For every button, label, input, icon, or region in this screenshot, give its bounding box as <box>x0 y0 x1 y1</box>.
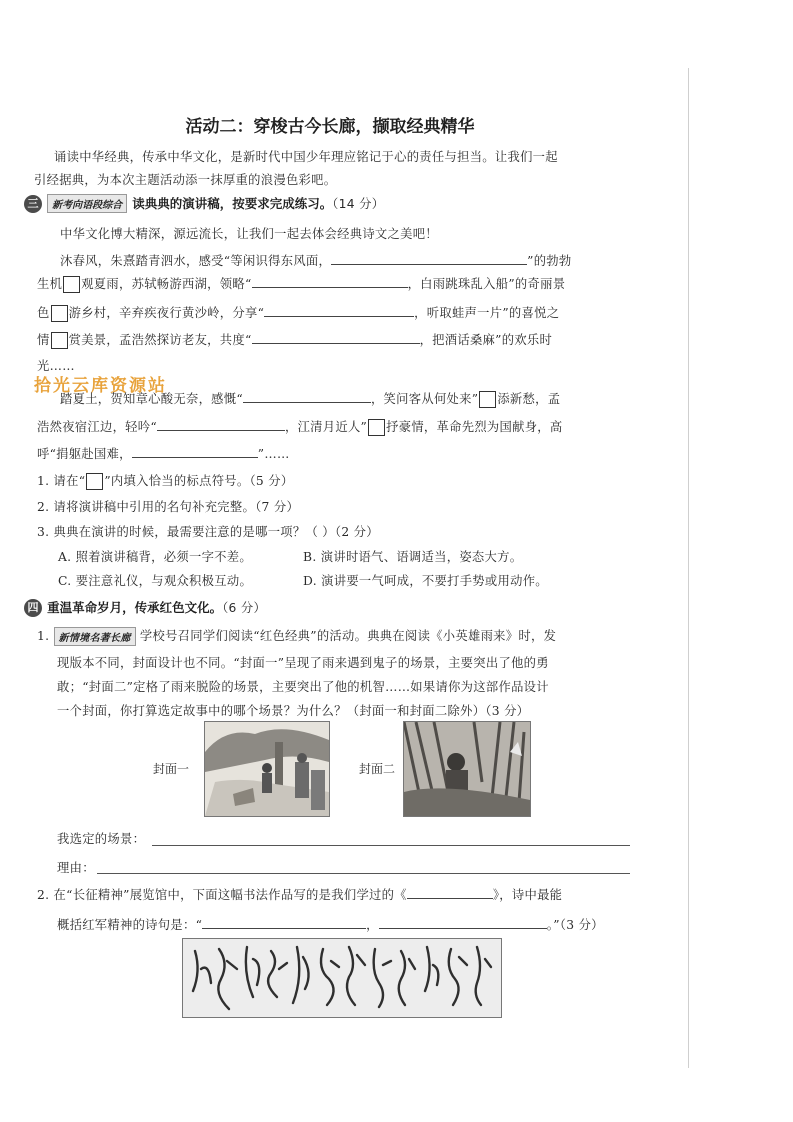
section4-q1-line-3: 敢；“封面二”定格了雨来脱险的场景，主要突出了他的机智……如果请你为这部作品设计 <box>57 680 549 694</box>
poem-line-blank-1[interactable] <box>202 917 366 929</box>
section4-q2-line-2: 概括红军精神的诗句是：“ ， 。”（3 分） <box>57 918 604 932</box>
option-a[interactable]: A. 照着演讲稿背，必须一字不差。 <box>58 550 252 564</box>
section4-heading-row <box>24 597 266 617</box>
reason-line[interactable] <box>97 873 630 874</box>
punct-box-5[interactable] <box>368 419 385 436</box>
poem-line-blank-2[interactable] <box>379 917 547 929</box>
watermark-text: 拾光云库资源站 <box>34 376 167 396</box>
section4-heading: 重温革命岁月，传承红色文化。 <box>47 600 223 615</box>
question-3-2: 2. 请将演讲稿中引用的名句补充完整。（7 分） <box>37 500 300 514</box>
speech-line-7: 踏夏土，贺知章心酸无奈，感慨“ ，笑问客从何处来” 添新愁，孟 <box>60 392 561 406</box>
intro-line-1: 诵读中华经典，传承中华文化，是新时代中国少年理应铭记于心的责任与担当。让我们一起 <box>54 150 558 164</box>
blank-7[interactable] <box>132 446 258 458</box>
section4-q1-line-1: 1. 新情境名著长廊 学校号召同学们阅读“红色经典”的活动。典典在阅读《小英雄雨来》时，发 <box>37 629 557 644</box>
section3-heading-row <box>24 193 384 213</box>
calligraphy-image <box>182 938 502 1018</box>
blank-4[interactable] <box>252 332 420 344</box>
blank-5[interactable] <box>243 391 371 403</box>
section4-score: （6 分） <box>222 601 267 615</box>
speech-line-8: 浩然夜宿江边，轻吟“ ，江清月近人” 抒豪情，革命先烈为国献身，高 <box>37 420 563 434</box>
question-3-3: 3. 典典在演讲的时候，最需要注意的是哪一项？（ ）（2 分） <box>37 525 379 539</box>
option-c[interactable]: C. 要注意礼仪，与观众积极互动。 <box>58 574 253 588</box>
punct-box-4[interactable] <box>479 391 496 408</box>
section4-q2-line-1: 2. 在“长征精神”展览馆中，下面这幅书法作品写的是我们学过的《 》，诗中最能 <box>37 888 563 902</box>
chosen-scene-line[interactable] <box>152 845 630 846</box>
punct-box-2[interactable] <box>51 305 68 322</box>
blank-1[interactable] <box>331 253 527 265</box>
section3-tag: 新考向语段综合 <box>47 194 127 213</box>
cover-1-illustration <box>204 721 330 817</box>
page-title: 活动二：穿梭古今长廊，撷取经典精华 <box>185 117 475 137</box>
speech-line-4: 色 游乡村，辛弃疾夜行黄沙岭，分享“ ，听取蛙声一片”的喜悦之 <box>37 306 560 320</box>
speech-line-6: 光…… <box>37 359 75 373</box>
option-b[interactable]: B. 演讲时语气、语调适当，姿态大方。 <box>303 550 523 564</box>
punct-box-3[interactable] <box>51 332 68 349</box>
question-3-1: 1. 请在“ ”内填入恰当的标点符号。（5 分） <box>37 474 294 488</box>
cover-2-label: 封面二 <box>359 762 396 776</box>
reason-label: 理由： <box>57 861 95 875</box>
chosen-scene-label: 我选定的场景： <box>57 832 146 846</box>
section3-heading: 读典典的演讲稿，按要求完成练习。 <box>132 196 333 211</box>
punct-box-1[interactable] <box>63 276 80 293</box>
speech-para-1: 中华文化博大精深，源远流长，让我们一起去体会经典诗文之美吧！ <box>60 227 438 241</box>
punct-box-example <box>86 473 103 490</box>
cover-1-label: 封面一 <box>153 762 190 776</box>
blank-3[interactable] <box>264 305 414 317</box>
blank-6[interactable] <box>157 419 285 431</box>
section4-q1-line-4: 一个封面，你打算选定故事中的哪个场景？为什么？（封面一和封面二除外）（3 分） <box>57 704 530 718</box>
section4-q1-line-2: 现版本不同，封面设计也不同。“封面一”呈现了雨来遇到鬼子的场景，主要突出了他的勇 <box>57 656 549 670</box>
section4-q1-tag: 新情境名著长廊 <box>54 627 136 646</box>
speech-line-9: 呼“捐躯赴国难， ”…… <box>37 447 290 461</box>
speech-line-2: 沐春风，朱熹踏青泗水，感受“等闲识得东风面， ”的勃勃 <box>60 254 572 268</box>
intro-line-2: 引经据典，为本次主题活动添一抹厚重的浪漫色彩吧。 <box>34 173 337 187</box>
blank-2[interactable] <box>252 276 408 288</box>
speech-line-5: 情 赏美景，孟浩然探访老友，共度“ ，把酒话桑麻”的欢乐时 <box>37 333 553 347</box>
option-d[interactable]: D. 演讲要一气呵成，不要打手势或用动作。 <box>303 574 548 588</box>
page-edge <box>688 68 689 1068</box>
speech-line-3: 生机 观夏雨，苏轼畅游西湖，领略“ ，白雨跳珠乱入船”的奇丽景 <box>37 277 566 291</box>
poem-title-blank[interactable] <box>407 887 493 899</box>
section4-number-badge: 四 <box>24 599 42 617</box>
section3-score: （14 分） <box>332 197 385 211</box>
cover-2-illustration <box>403 721 531 817</box>
section3-number-badge: 三 <box>24 195 42 213</box>
